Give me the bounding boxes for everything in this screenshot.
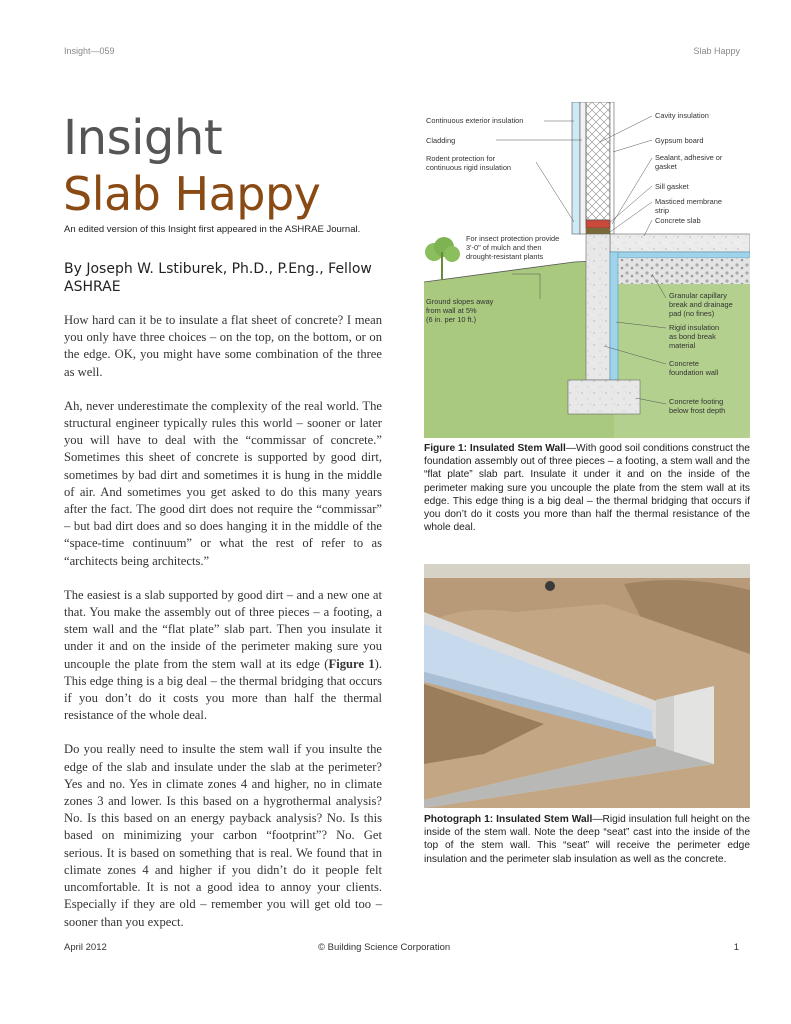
label-insect-line-2: 3'-0" of mulch and then <box>466 243 542 252</box>
label-rodent-line-1: Rodent protection for <box>426 154 496 163</box>
footer-page-number: 1 <box>733 942 739 953</box>
label-footing-line-2: below frost depth <box>669 406 726 415</box>
label-sealant-line-1: Sealant, adhesive or <box>655 153 723 162</box>
label-concrete-wall-line-1: Concrete <box>669 359 699 368</box>
gypsum-board <box>610 102 614 234</box>
label-insect-line-3: drought-resistant plants <box>466 252 544 261</box>
label-cavity-insulation: Cavity insulation <box>655 111 709 120</box>
label-gypsum-board: Gypsum board <box>655 136 704 145</box>
cavity-insulation <box>586 102 610 220</box>
photograph-1-caption-text: —Rigid insulation full height on the inside of the stem wall. Note the deep “seat” cast into the inside of the top of the stem wall. This “seat” will receive the perimeter edge insulation and the perimeter slab insulation as well as the concrete. <box>424 814 751 865</box>
running-header-left: Insight—059 <box>64 46 115 56</box>
stem-wall-insulation <box>610 252 618 380</box>
paragraph-3 <box>64 587 382 725</box>
label-sealant-line-2: gasket <box>655 162 677 171</box>
label-granular-line-3: pad (no fines) <box>669 309 715 318</box>
figure-1-caption-title: Figure 1: Insulated Stem Wall <box>424 443 566 454</box>
label-concrete-wall-line-2: foundation wall <box>669 368 719 377</box>
label-granular-line-2: break and drainage <box>669 300 733 309</box>
label-masticed-line-1: Masticed membrane <box>655 197 722 206</box>
paragraph-2: Ah, never underestimate the complexity of the real world. The structural engineer typically rules this world – sooner or later you will have to deal with the “commissar of concrete.” Sometimes this sheet of concrete is supported by good dirt, sometimes by bad dirt and sometimes it is hung in the middle of air. And sometimes you get asked to do this many years after the fact. The good dirt does not require the “commissar” – but bad dirt does and so does hanging it in the middle of the “space-time continuum” or what the rest of refer to as “architects being architects.” <box>64 398 382 568</box>
paragraph-1: How hard can it be to insulate a flat sheet of concrete? I mean you only have three choices – on the top, on the bottom, or on the edge. OK, you might have some combination of the three as well. <box>64 313 382 379</box>
series-title: Insight <box>63 110 223 166</box>
byline: By Joseph W. Lstiburek, Ph.D., P.Eng., Fellow ASHRAE <box>64 261 372 295</box>
body-column <box>64 312 382 948</box>
sheathing <box>580 102 586 234</box>
figure-1-caption-text: —With good soil conditions construct the foundation assembly out of three pieces – a footing, a stem wall and the “flat plate” slab part. Insulate it under it and on the inside of the perimeter making sure you uncouple the plate from the stem wall at its edge. This edge thing is a big deal – the thermal bridging that occurs if you don’t do it costs you more than half the thermal resistance of the whole deal. <box>424 443 750 534</box>
label-sill-gasket: Sill gasket <box>655 182 689 191</box>
exterior-insulation <box>572 102 580 234</box>
footer-date: April 2012 <box>64 942 107 953</box>
label-ground-line-1: Ground slopes away <box>426 297 494 306</box>
label-ground-line-3: (6 in. per 10 ft.) <box>426 315 477 324</box>
label-granular-line-1: Granular capillary <box>669 291 727 300</box>
photograph-1-caption-title: Photograph 1: Insulated Stem Wall <box>424 814 593 825</box>
paragraph-4: Do you really need to insulte the stem wall if you insulte the edge of the slab and insulate under the slab at the perimeter? Yes and no. Yes in climate zones 4 and higher, no in climate zones 3 and lower. Is this based on a hygrothermal analysis? No. Is this based on an energy payback analysis? No. Is this based on minimizing your carbon “footprint”? No. Get serious. It is based on something that is real. We found that in climate zones 4 and higher if you didn’t do it people felt uncomfortable. It is not a good idea to annoy your clients. Especially if they are old – remember you will get old too – sooner than you expect. <box>64 742 382 929</box>
label-ground-line-2: from wall at 5% <box>426 306 477 315</box>
label-cladding: Cladding <box>426 136 456 145</box>
photograph-1 <box>424 564 750 808</box>
stem-wall-photo-svg <box>424 564 750 808</box>
article-title: Slab Happy <box>63 167 321 221</box>
photograph-1-caption <box>424 813 750 866</box>
post-object <box>545 581 555 591</box>
label-masticed-line-2: strip <box>655 206 669 215</box>
paragraph-3-part-a: The easiest is a slab supported by good dirt – and a new one at that. You make the assembly out of three pieces – a footing, a stem wall and the “flat plate” slab part. Then you insulate it under it and on the inside of the perimeter making sure you uncouple the plate from the stem wall at its edge ( <box>64 587 382 671</box>
label-continuous-exterior-insulation: Continuous exterior insulation <box>426 116 524 125</box>
under-slab-insulation <box>610 252 750 258</box>
label-rigid-line-2: as bond break <box>669 332 716 341</box>
stem-wall-section-svg <box>424 102 750 438</box>
footer-copyright: © Building Science Corporation <box>318 942 451 953</box>
sky-strip <box>424 564 750 578</box>
label-footing-line-1: Concrete footing <box>669 397 724 406</box>
label-concrete-slab: Concrete slab <box>655 216 701 225</box>
edited-note: An edited version of this Insight first appeared in the ASHRAE Journal. <box>64 224 361 235</box>
label-rigid-line-1: Rigid insulation <box>669 323 720 332</box>
figure-1-reference: Figure 1 <box>328 656 375 671</box>
figure-1-drawing <box>424 102 750 438</box>
running-header-right: Slab Happy <box>693 46 740 56</box>
sill-plate <box>586 228 610 234</box>
label-rigid-line-3: material <box>669 341 696 350</box>
label-rodent-line-2: continuous rigid insulation <box>426 163 512 172</box>
paragraph-3-part-b: ). This edge thing is a big deal – the thermal bridging that occurs if you don’t do it costs you more than half the thermal resistance of the whole deal. <box>64 656 383 723</box>
label-insect-line-1: For insect protection provide <box>466 234 560 243</box>
sill-gasket <box>586 220 610 228</box>
figure-1-caption <box>424 442 750 534</box>
